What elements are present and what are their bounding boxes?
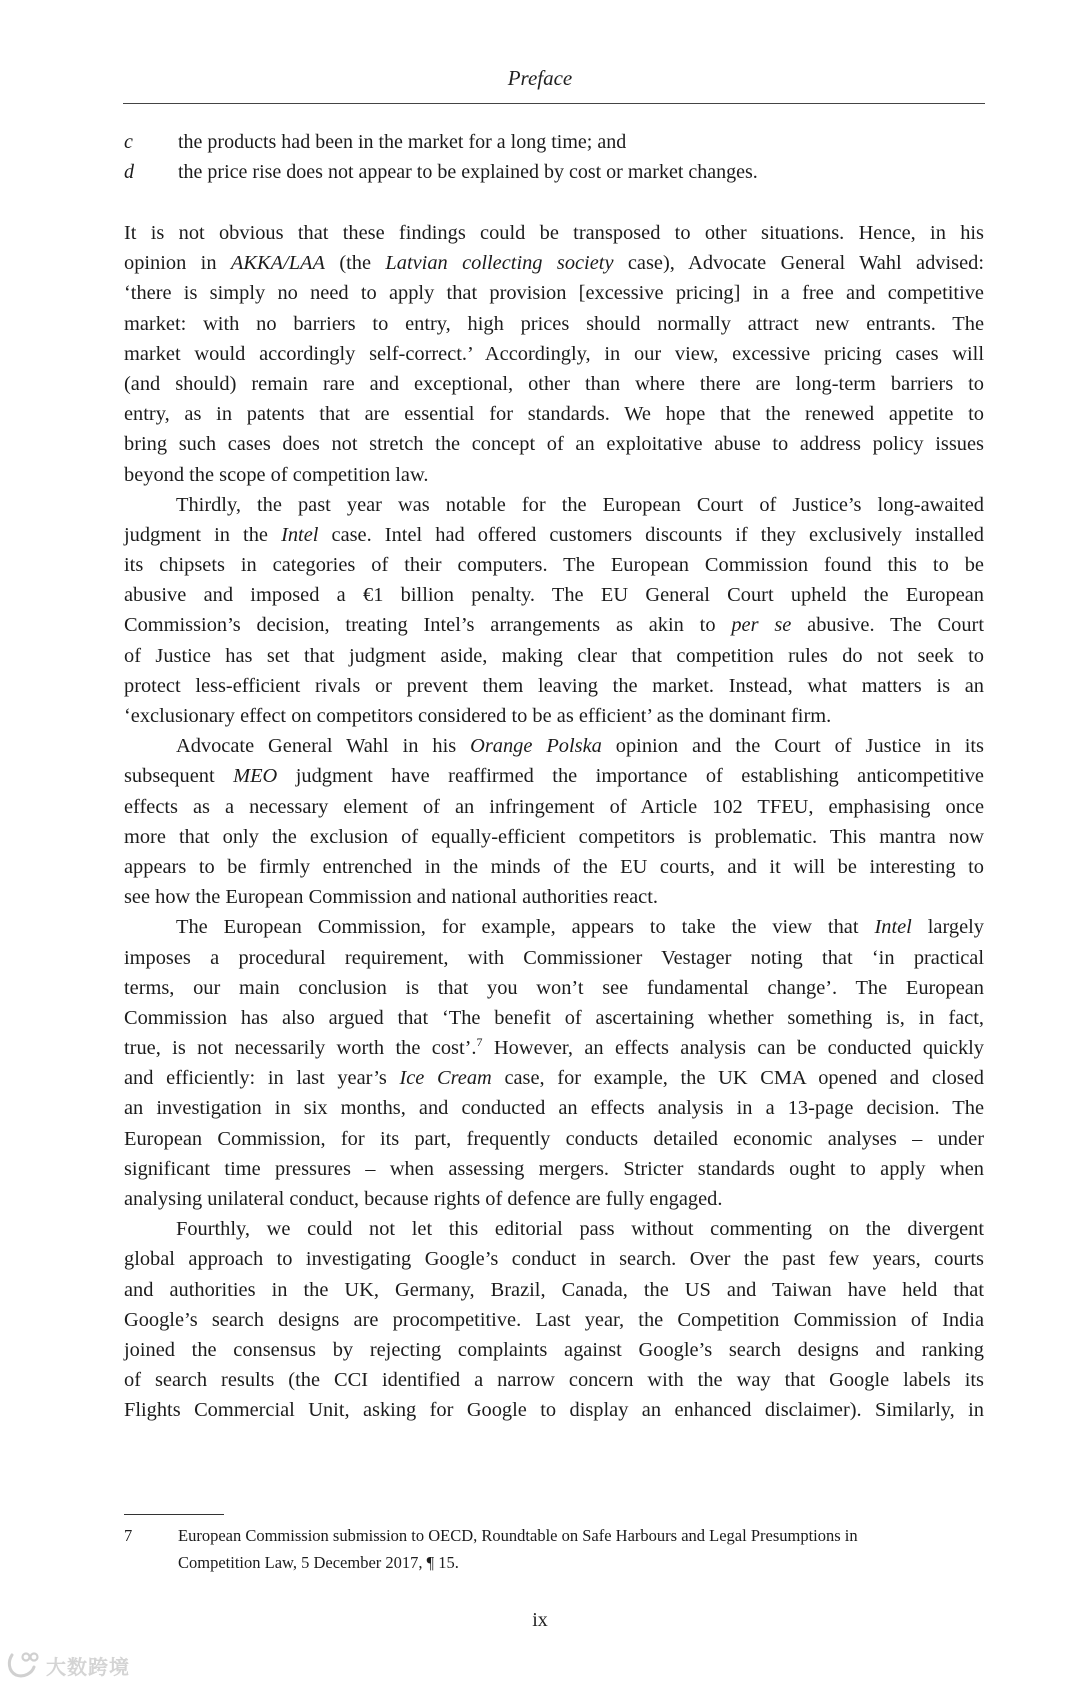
body-line: Commission’s decision, treating Intel’s arrangements as akin to per se abusive. The Court [124, 614, 984, 637]
body-line: and efficiently: in last year’s Ice Cream case, for example, the UK CMA opened and closed [124, 1067, 984, 1090]
watermark-text: 大数跨境 [46, 1654, 130, 1679]
body-line: Advocate General Wahl in his Orange Polska opinion and the Court of Justice in its [176, 735, 984, 758]
list-marker: d [124, 161, 134, 183]
case-name: MEO [233, 765, 278, 788]
body-line: The European Commission, for example, appears to take the view that Intel largely [176, 916, 985, 939]
body-line: market would accordingly self-correct.’ Accordingly, in our view, excessive pricing cases will [124, 342, 984, 365]
footnote-text [178, 1522, 984, 1576]
body-line: protect less-efficient rivals or prevent them leaving the market. Instead, what matters is an [124, 674, 984, 697]
running-head-title: Preface [507, 66, 573, 90]
body-line: It is not obvious that these findings could be transposed to other situations. Hence, in his [124, 222, 984, 244]
body-text [124, 218, 984, 1426]
body-line: entry, as in patents that are essential for standards. We hope that the renewed appetite to [124, 403, 984, 426]
case-name: Ice Cream [399, 1067, 492, 1090]
body-line: Commission has also argued that ‘The benefit of ascertaining whether something is, in fact, [124, 1006, 984, 1029]
list-item-d [124, 157, 984, 187]
body-line: of search results (the CCI identified a narrow concern with the way that Google labels its [124, 1369, 984, 1392]
body-line: judgment in the Intel case. Intel had offered customers discounts if they exclusively installed [124, 523, 985, 546]
watermark-logo-icon [6, 1651, 40, 1679]
body-line: Google’s search designs are procompetitive. Last year, the Competition Commission of India [124, 1308, 984, 1331]
body-line: analysing unilateral conduct, because rights of defence are fully engaged. [124, 1188, 723, 1210]
body-line: Fourthly, we could not let this editorial pass without commenting on the divergent [176, 1218, 984, 1241]
list-marker: c [124, 131, 133, 153]
body-line: terms, our main conclusion is that you won’t see fundamental change’. The European [124, 976, 984, 999]
body-line: its chipsets in categories of their computers. The European Commission found this to be [124, 554, 984, 577]
header-rule [123, 103, 985, 104]
page-number: ix [532, 1609, 548, 1631]
body-line: ‘exclusionary effect on competitors considered to be as efficient’ as the dominant firm. [124, 705, 832, 727]
body-line: imposes a procedural requirement, with Commissioner Vestager noting that ‘in practical [124, 946, 984, 969]
body-line: European Commission, for its part, frequently conducts detailed economic analyses – under [124, 1127, 984, 1150]
list-text: the products had been in the market for a long time; and [178, 131, 627, 153]
list-text: the price rise does not appear to be explained by cost or market changes. [178, 161, 758, 183]
body-line: effects as a necessary element of an infringement of Article 102 TFEU, emphasising once [124, 795, 984, 818]
footnote-rule [124, 1514, 224, 1515]
body-line: of Justice has set that judgment aside, making clear that competition rules do not seek to [124, 644, 984, 667]
body-line: joined the consensus by rejecting complaints against Google’s search designs and ranking [124, 1338, 984, 1361]
body-line: beyond the scope of competition law. [124, 463, 429, 486]
body-line: significant time pressures – when assessing mergers. Stricter standards ought to apply when [124, 1157, 984, 1180]
latin-term: per se [731, 614, 792, 637]
case-name: Orange Polska [470, 735, 602, 758]
body-line: and authorities in the UK, Germany, Brazil, Canada, the US and Taiwan have held that [124, 1278, 984, 1301]
case-name: AKKA/LAA [230, 252, 325, 275]
body-line: Thirdly, the past year was notable for the European Court of Justice’s long-awaited [176, 493, 984, 516]
body-line: appears to be firmly entrenched in the minds of the EU courts, and it will be interesting to [124, 855, 984, 878]
footnote-number: 7 [124, 1526, 133, 1545]
body-line: see how the European Commission and national authorities react. [124, 886, 658, 909]
body-line: bring such cases does not stretch the concept of an exploitative abuse to address policy issues [124, 433, 984, 456]
body-line: Flights Commercial Unit, asking for Google to display an enhanced disclaimer). Similarly, in [124, 1399, 984, 1422]
body-line: more that only the exclusion of equally-efficient competitors is problematic. This mantra now [124, 825, 984, 848]
body-line: subsequent MEO judgment have reaffirmed the importance of establishing anticompetitive [124, 765, 984, 788]
body-line: market: with no barriers to entry, high prices should normally attract new entrants. The [124, 312, 984, 335]
list-item-c [124, 127, 984, 157]
case-name: Latvian collecting society [385, 252, 614, 275]
body-line: (and should) remain rare and exceptional, other than where there are long-term barriers to [124, 372, 984, 395]
watermark [6, 1650, 130, 1680]
footnote-line: European Commission submission to OECD, Roundtable on Safe Harbours and Legal Presumptions in [178, 1526, 858, 1545]
body-line: ‘there is simply no need to apply that provision [excessive pricing] in a free and competitive [124, 282, 984, 305]
body-line: opinion in AKKA/LAA (the Latvian collecting society case), Advocate General Wahl advised: [124, 252, 984, 275]
footnote-ref[interactable]: 7 [476, 1035, 483, 1050]
body-line: true, is not necessarily worth the cost’.$^7$ However, an effects analysis can be conducted quickly [124, 1035, 984, 1060]
body-line: an investigation in six months, and conducted an effects analysis in a 13-page decision. The [124, 1097, 984, 1120]
body-line: global approach to investigating Google’s conduct in search. Over the past few years, courts [124, 1248, 984, 1271]
case-name: Intel [281, 523, 319, 546]
case-name: Intel [874, 916, 912, 939]
footnote-line: Competition Law, 5 December 2017, ¶ 15. [178, 1553, 459, 1572]
body-line: abusive and imposed a €1 billion penalty. The EU General Court upheld the European [124, 584, 984, 607]
